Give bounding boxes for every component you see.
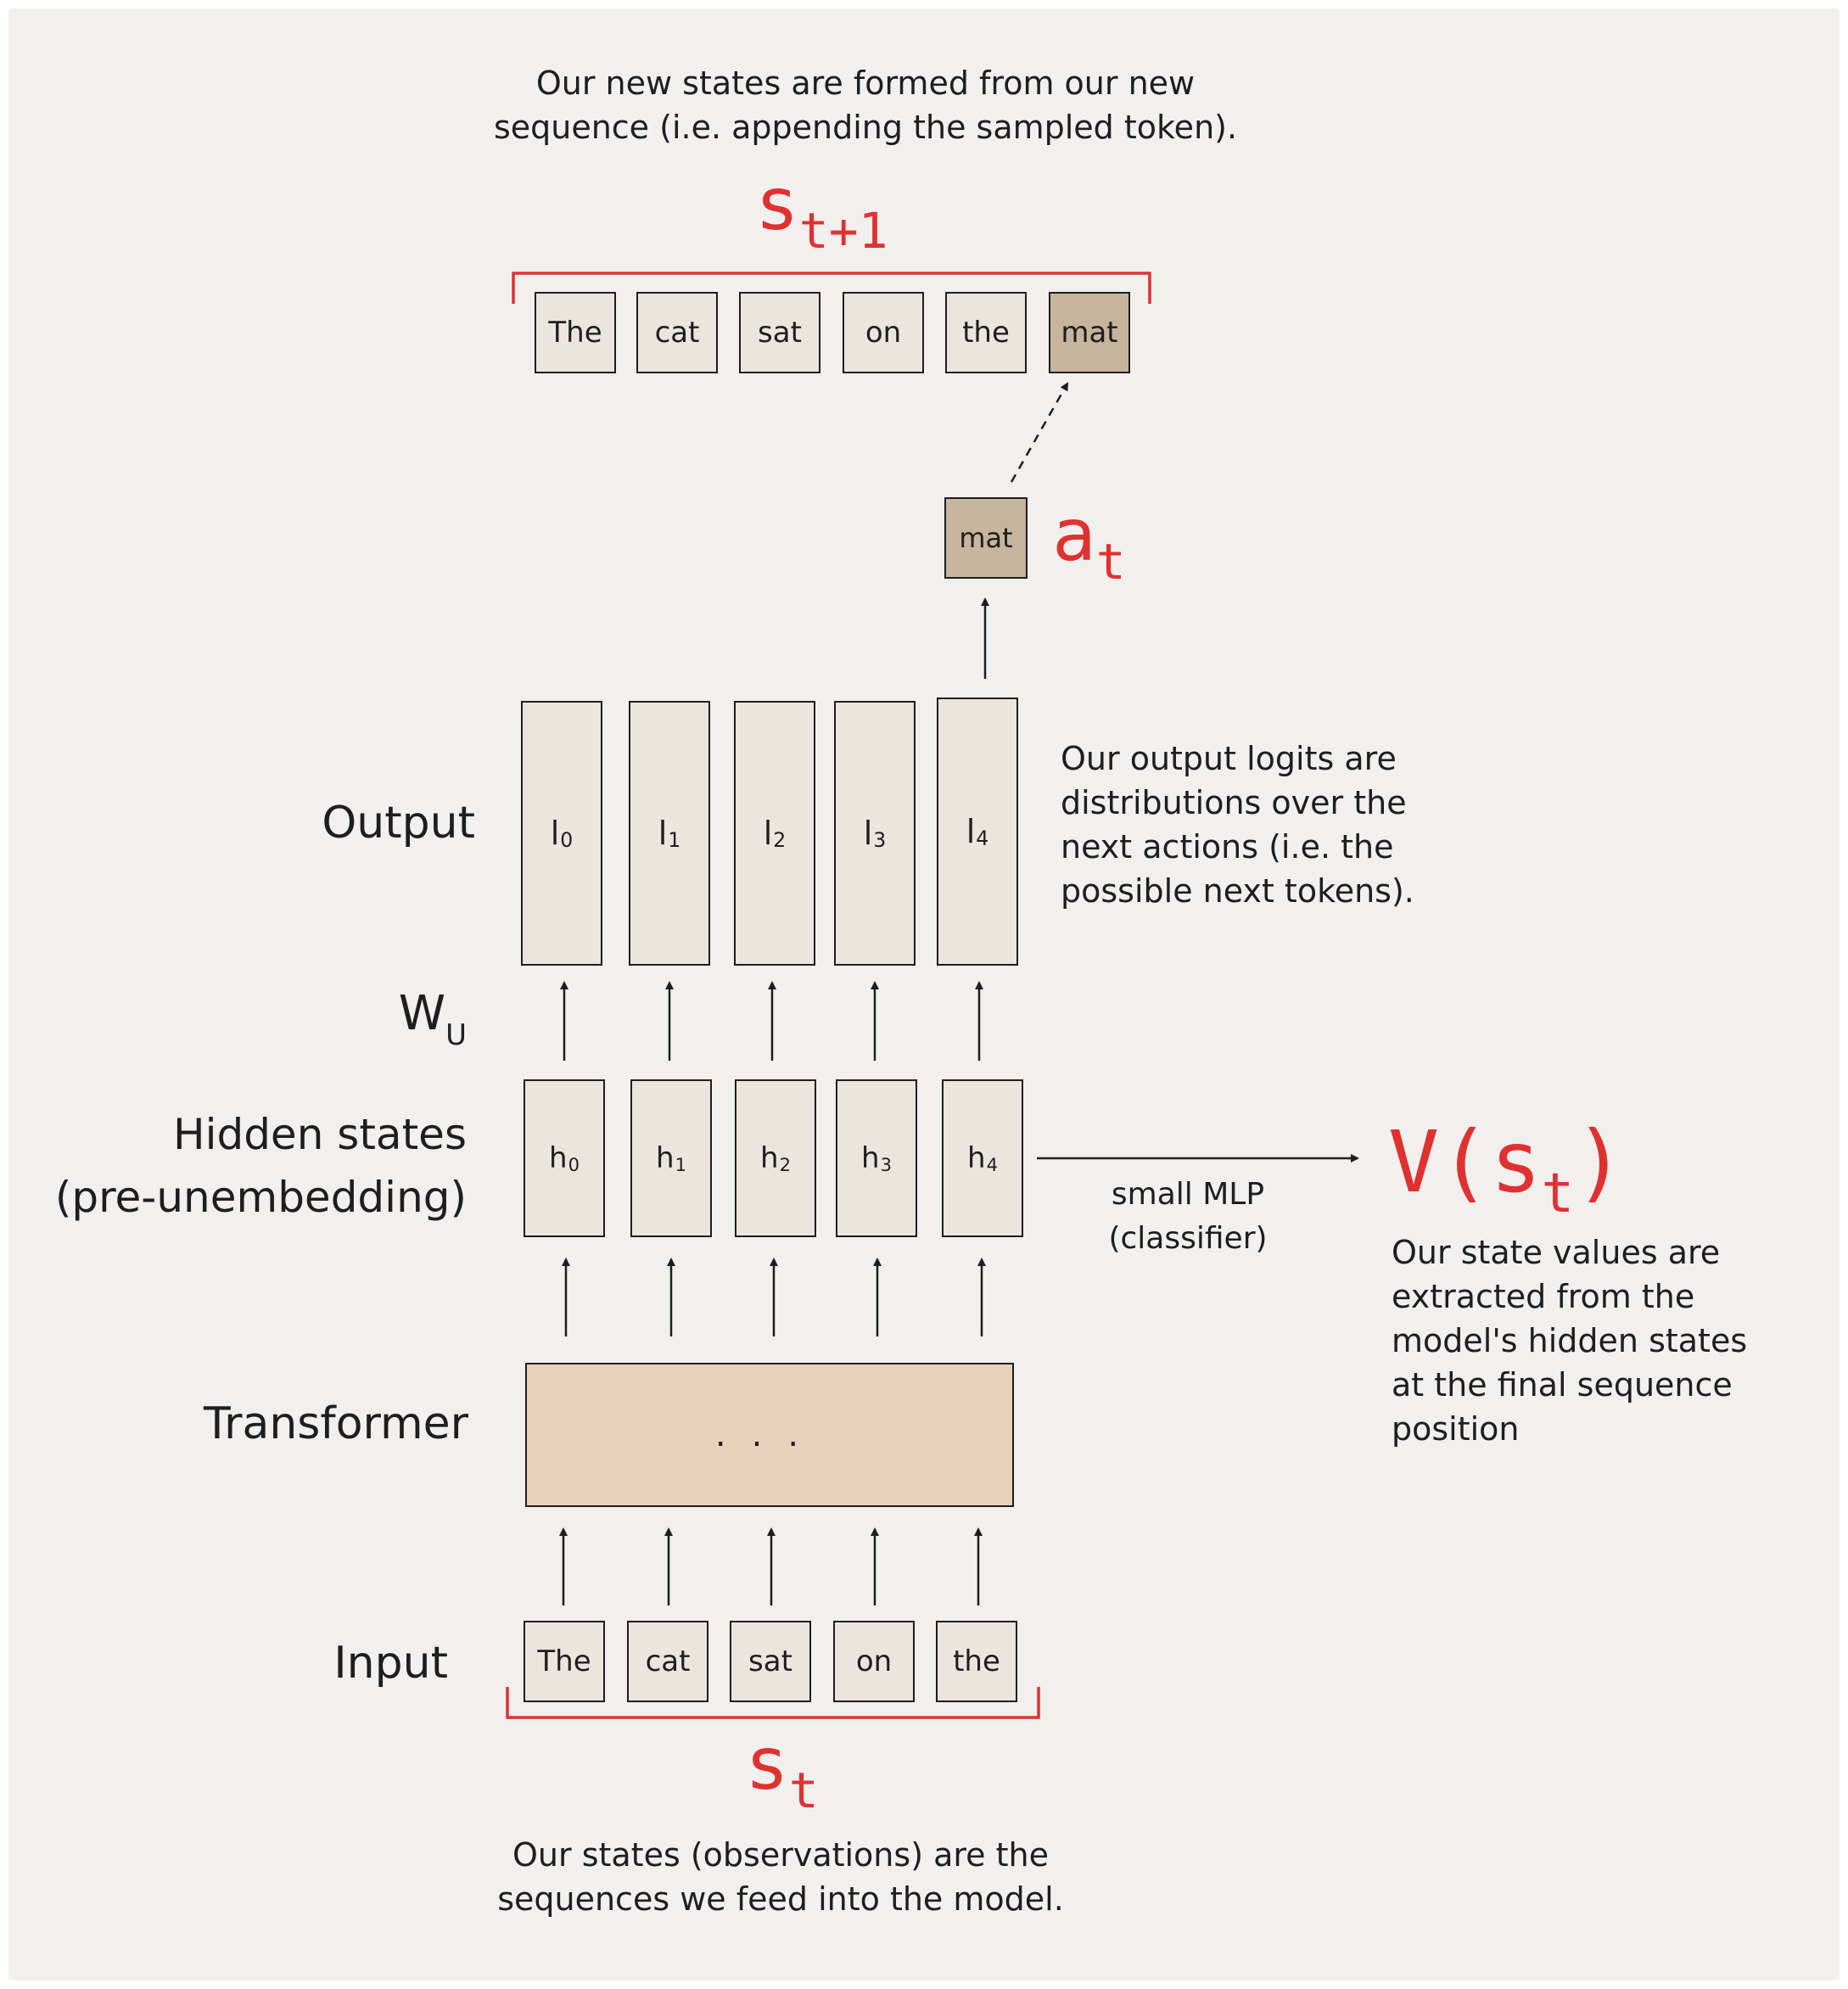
- value-head-line1: small MLP: [1111, 1177, 1265, 1212]
- transformer-label: Transformer: [203, 1398, 468, 1449]
- value-head-label: [1061, 1173, 1315, 1261]
- logit-box-3: l 3: [834, 701, 916, 966]
- hidden-box-1: h 1: [630, 1079, 712, 1237]
- logits-note-line1: Our output logits are: [1061, 740, 1397, 777]
- logit-box-0: l 0: [521, 701, 602, 966]
- state-symbol: s: [745, 1722, 789, 1807]
- next-state-label: [755, 162, 888, 260]
- value-suffix: ): [1574, 1112, 1626, 1212]
- bottom-note-line2: sequences we feed into the model.: [497, 1880, 1064, 1918]
- input-token-2: sat: [730, 1621, 811, 1702]
- bottom-note: [373, 1833, 1188, 1921]
- logits-note-line4: possible next tokens).: [1061, 872, 1414, 910]
- logits-note-line2: distributions over the: [1061, 784, 1407, 821]
- value-note-line1: Our state values are: [1392, 1234, 1721, 1271]
- value-note-line5: position: [1392, 1410, 1520, 1448]
- action-label: [1052, 493, 1126, 591]
- state-subscript: t: [788, 1762, 819, 1819]
- hidden-states-label: [51, 1103, 467, 1229]
- value-note-line3: model's hidden states: [1392, 1322, 1748, 1359]
- unembed-label: [339, 986, 467, 1052]
- append-arrow: [1011, 384, 1067, 482]
- action-symbol: a: [1052, 493, 1096, 578]
- input-token-0: The: [524, 1621, 605, 1702]
- value-note-line4: at the final sequence: [1392, 1366, 1733, 1404]
- unembed-symbol: W: [398, 986, 446, 1041]
- logits-note-line3: next actions (i.e. the: [1061, 828, 1394, 866]
- hidden-states-line1: Hidden states: [172, 1110, 467, 1159]
- hidden-box-3: h 3: [836, 1079, 917, 1237]
- next-token-1: cat: [636, 292, 718, 373]
- action-subscript: t: [1095, 533, 1126, 591]
- value-head-line2: (classifier): [1108, 1221, 1268, 1256]
- input-label: Input: [333, 1638, 448, 1689]
- top-note-line2: sequence (i.e. appending the sampled token).: [493, 109, 1238, 146]
- action-token: mat: [944, 497, 1028, 579]
- value-label: [1388, 1112, 1626, 1225]
- hidden-box-0: h 0: [524, 1079, 605, 1237]
- top-note-line1: Our new states are formed from our new: [535, 64, 1196, 102]
- top-note: [407, 61, 1324, 149]
- value-subscript: t: [1541, 1163, 1575, 1225]
- input-token-4: the: [936, 1621, 1017, 1702]
- value-prefix: V(: [1388, 1112, 1491, 1212]
- next-token-4: the: [945, 292, 1027, 373]
- unembed-subscript: U: [445, 1018, 467, 1052]
- next-token-3: on: [843, 292, 924, 373]
- hidden-box-2: h 2: [735, 1079, 816, 1237]
- transformer-block: [525, 1363, 1014, 1507]
- value-note: [1392, 1230, 1816, 1451]
- logit-box-2: l 2: [734, 701, 815, 966]
- bottom-note-line1: Our states (observations) are the: [512, 1836, 1049, 1874]
- next-token-0: The: [535, 292, 616, 373]
- transformer-ellipsis: ...: [714, 1415, 825, 1454]
- logit-box-1: l 1: [629, 701, 710, 966]
- output-label: Output: [322, 798, 475, 849]
- state-label: [745, 1722, 819, 1819]
- hidden-states-line2: (pre-unembedding): [54, 1173, 467, 1222]
- logits-note: [1061, 737, 1536, 913]
- value-symbol: s: [1490, 1112, 1542, 1212]
- logit-box-4: l 4: [937, 698, 1018, 966]
- input-token-1: cat: [627, 1621, 708, 1702]
- input-token-3: on: [833, 1621, 915, 1702]
- next-state-subscript: t+1: [798, 202, 888, 260]
- next-state-symbol: s: [755, 162, 799, 247]
- next-token-2: sat: [739, 292, 820, 373]
- value-note-line2: extracted from the: [1392, 1278, 1695, 1315]
- hidden-box-4: h 4: [942, 1079, 1023, 1237]
- next-token-5: mat: [1049, 292, 1130, 373]
